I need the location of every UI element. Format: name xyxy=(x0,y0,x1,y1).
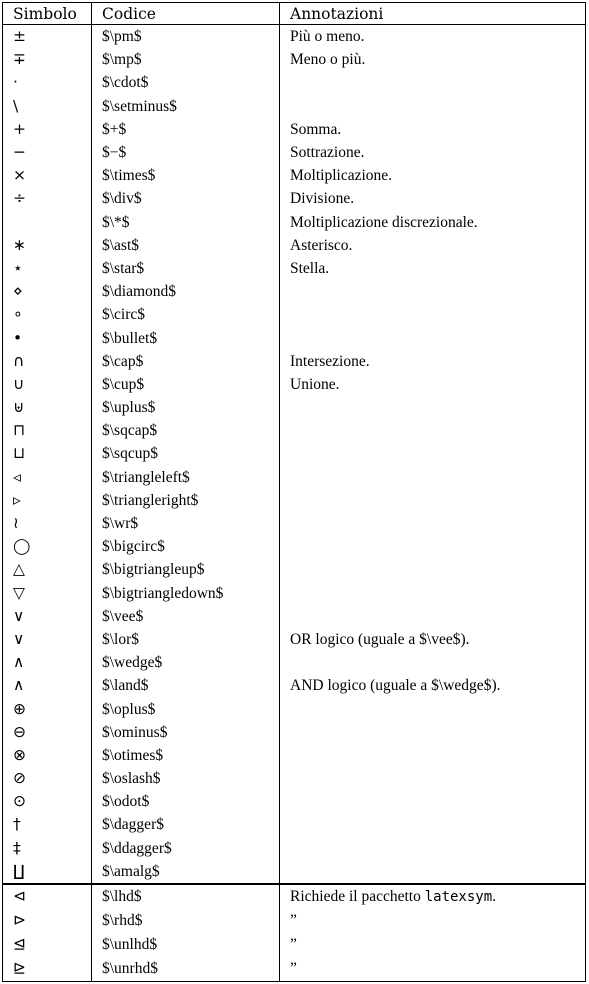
note-cell: Moltiplicazione. xyxy=(280,164,586,187)
table-row xyxy=(3,71,586,94)
code-cell: $\cup$ xyxy=(92,373,280,396)
note-cell: OR logico (uguale a $\vee$). xyxy=(280,628,586,651)
symbol-cell: ⊎ xyxy=(3,396,92,419)
symbol-cell: ∧ xyxy=(3,651,92,674)
code-cell: $\setminus$ xyxy=(92,95,280,118)
symbol-cell: ∘ xyxy=(3,303,92,326)
table-row xyxy=(3,442,586,465)
note-cell xyxy=(280,442,586,465)
note-cell xyxy=(280,790,586,813)
table-row xyxy=(3,697,586,720)
symbol-cell: \ xyxy=(3,95,92,118)
note-cell xyxy=(280,957,586,982)
header-row xyxy=(3,3,586,25)
symbol-cell: ∨ xyxy=(3,628,92,651)
symbol-cell: ⊗ xyxy=(3,744,92,767)
symbol-table xyxy=(2,2,586,982)
note-suffix: . xyxy=(492,887,497,905)
note-cell xyxy=(280,512,586,535)
table-row xyxy=(3,744,586,767)
code-cell: $\land$ xyxy=(92,674,280,697)
symbol-cell: ≀ xyxy=(3,512,92,535)
note-cell xyxy=(280,744,586,767)
note-cell xyxy=(280,721,586,744)
table-row xyxy=(3,628,586,651)
note-cell xyxy=(280,933,586,957)
table-row xyxy=(3,489,586,512)
code-cell: $\*$ xyxy=(92,211,280,234)
symbol-cell: ‡ xyxy=(3,837,92,860)
table-row xyxy=(3,605,586,628)
note-cell xyxy=(280,396,586,419)
table-row xyxy=(3,813,586,836)
note-cell: Asterisco. xyxy=(280,234,586,257)
note-cell xyxy=(280,466,586,489)
code-cell: $\wedge$ xyxy=(92,651,280,674)
table-row xyxy=(3,187,586,210)
symbol-cell: ∪ xyxy=(3,373,92,396)
symbol-cell: ⊕ xyxy=(3,697,92,720)
symbol-cell: ⊓ xyxy=(3,419,92,442)
table-row xyxy=(3,48,586,71)
table-row xyxy=(3,396,586,419)
code-cell: $\star$ xyxy=(92,257,280,280)
note-cell xyxy=(280,884,586,909)
note-cell xyxy=(280,582,586,605)
table-row xyxy=(3,419,586,442)
note-text: Richiede il pacchetto xyxy=(290,887,425,905)
symbol-cell: · xyxy=(3,71,92,94)
code-cell: $\ominus$ xyxy=(92,721,280,744)
table-row xyxy=(3,257,586,280)
code-cell: $\triangleright$ xyxy=(92,489,280,512)
note-cell xyxy=(280,767,586,790)
note-cell xyxy=(280,860,586,884)
code-cell: $\triangleleft$ xyxy=(92,466,280,489)
symbol-cell: ⊴ xyxy=(3,933,92,957)
code-cell: $\oplus$ xyxy=(92,697,280,720)
code-cell: $−$ xyxy=(92,141,280,164)
table-row xyxy=(3,651,586,674)
symbol-cell: • xyxy=(3,326,92,349)
header-code: Codice xyxy=(92,3,280,25)
note-cell xyxy=(280,837,586,860)
symbol-cell: ∓ xyxy=(3,48,92,71)
symbol-cell: ⋆ xyxy=(3,257,92,280)
code-cell: $\bullet$ xyxy=(92,326,280,349)
symbol-cell: ⊲ xyxy=(3,884,92,909)
note-cell: Somma. xyxy=(280,118,586,141)
symbol-cell: ◯ xyxy=(3,535,92,558)
symbol-cell: × xyxy=(3,164,92,187)
symbol-cell: ▹ xyxy=(3,489,92,512)
table-row xyxy=(3,884,586,909)
note-cell xyxy=(280,909,586,933)
note-cell: AND logico (uguale a $\wedge$). xyxy=(280,674,586,697)
code-cell: $\diamond$ xyxy=(92,280,280,303)
symbol-cell: △ xyxy=(3,558,92,581)
note-cell xyxy=(280,95,586,118)
table-row xyxy=(3,957,586,982)
note-cell xyxy=(280,71,586,94)
note-cell: Sottrazione. xyxy=(280,141,586,164)
code-cell: $\ddagger$ xyxy=(92,837,280,860)
symbol-cell: ∧ xyxy=(3,674,92,697)
code-cell: $\ast$ xyxy=(92,234,280,257)
table-row xyxy=(3,837,586,860)
table-row xyxy=(3,909,586,933)
code-cell: $\sqcap$ xyxy=(92,419,280,442)
table-row xyxy=(3,790,586,813)
table-row xyxy=(3,512,586,535)
symbol-cell: ± xyxy=(3,25,92,49)
code-cell: $\circ$ xyxy=(92,303,280,326)
symbol-cell: ◃ xyxy=(3,466,92,489)
symbol-cell: ÷ xyxy=(3,187,92,210)
note-cell: Moltiplicazione discrezionale. xyxy=(280,211,586,234)
table-row xyxy=(3,25,586,49)
table-row xyxy=(3,280,586,303)
header-symbol: Simbolo xyxy=(3,3,92,25)
code-cell: $\oslash$ xyxy=(92,767,280,790)
code-cell: $\bigtriangleup$ xyxy=(92,558,280,581)
code-cell: $\odot$ xyxy=(92,790,280,813)
table-row xyxy=(3,95,586,118)
code-cell: $\uplus$ xyxy=(92,396,280,419)
note-cell: Meno o più. xyxy=(280,48,586,71)
note-cell xyxy=(280,813,586,836)
symbol-cell: ⊖ xyxy=(3,721,92,744)
note-cell xyxy=(280,419,586,442)
symbol-cell: ⊵ xyxy=(3,957,92,982)
note-cell xyxy=(280,535,586,558)
note-cell: Divisione. xyxy=(280,187,586,210)
code-cell: $\sqcup$ xyxy=(92,442,280,465)
note-cell xyxy=(280,326,586,349)
code-cell: $\unrhd$ xyxy=(92,957,280,982)
symbol-cell: ∩ xyxy=(3,350,92,373)
table-row xyxy=(3,303,586,326)
code-cell: $\dagger$ xyxy=(92,813,280,836)
symbol-cell: ⊘ xyxy=(3,767,92,790)
note-cell: Intersezione. xyxy=(280,350,586,373)
table-row xyxy=(3,860,586,884)
note-cell xyxy=(280,303,586,326)
code-cell: $\bigcirc$ xyxy=(92,535,280,558)
code-cell: $\rhd$ xyxy=(92,909,280,933)
table-body-main xyxy=(3,25,586,884)
code-cell: $\lor$ xyxy=(92,628,280,651)
note-cell: Unione. xyxy=(280,373,586,396)
table-row xyxy=(3,535,586,558)
symbol-cell: + xyxy=(3,118,92,141)
symbol-cell: † xyxy=(3,813,92,836)
note-cell xyxy=(280,697,586,720)
symbol-cell: ⋄ xyxy=(3,280,92,303)
code-cell: $\otimes$ xyxy=(92,744,280,767)
table-row xyxy=(3,721,586,744)
code-cell: $\lhd$ xyxy=(92,884,280,909)
code-cell: $\cap$ xyxy=(92,350,280,373)
table-row xyxy=(3,350,586,373)
code-cell: $+$ xyxy=(92,118,280,141)
note-text: ” xyxy=(290,959,297,977)
header-notes: Annotazioni xyxy=(280,3,586,25)
note-text: ” xyxy=(290,935,297,953)
symbol-cell: ▽ xyxy=(3,582,92,605)
table-row xyxy=(3,326,586,349)
note-cell: Stella. xyxy=(280,257,586,280)
code-cell: $\bigtriangledown$ xyxy=(92,582,280,605)
symbol-cell: ∨ xyxy=(3,605,92,628)
symbol-cell: ∐ xyxy=(3,860,92,884)
code-cell: $\wr$ xyxy=(92,512,280,535)
table-body-latexsym xyxy=(3,884,586,982)
table-row xyxy=(3,118,586,141)
table-row xyxy=(3,558,586,581)
table-row xyxy=(3,674,586,697)
note-cell xyxy=(280,605,586,628)
table-row xyxy=(3,466,586,489)
note-cell xyxy=(280,489,586,512)
code-cell: $\amalg$ xyxy=(92,860,280,884)
code-cell: $\pm$ xyxy=(92,25,280,49)
table-row xyxy=(3,767,586,790)
symbol-cell: ∗ xyxy=(3,234,92,257)
symbol-cell: ⊙ xyxy=(3,790,92,813)
note-text: ” xyxy=(290,911,297,929)
note-cell xyxy=(280,280,586,303)
note-cell: Più o meno. xyxy=(280,25,586,49)
table-row xyxy=(3,164,586,187)
symbol-cell: ⊳ xyxy=(3,909,92,933)
code-cell: $\unlhd$ xyxy=(92,933,280,957)
table-row xyxy=(3,141,586,164)
code-cell: $\div$ xyxy=(92,187,280,210)
code-cell: $\cdot$ xyxy=(92,71,280,94)
table-row xyxy=(3,211,586,234)
note-cell xyxy=(280,651,586,674)
table-row xyxy=(3,582,586,605)
symbol-cell xyxy=(3,211,92,234)
table-row xyxy=(3,234,586,257)
code-cell: $\mp$ xyxy=(92,48,280,71)
table-row xyxy=(3,373,586,396)
symbol-cell: − xyxy=(3,141,92,164)
code-cell: $\vee$ xyxy=(92,605,280,628)
code-cell: $\times$ xyxy=(92,164,280,187)
symbol-cell: ⊔ xyxy=(3,442,92,465)
table-row xyxy=(3,933,586,957)
note-cell xyxy=(280,558,586,581)
package-name: latexsym xyxy=(424,888,493,905)
